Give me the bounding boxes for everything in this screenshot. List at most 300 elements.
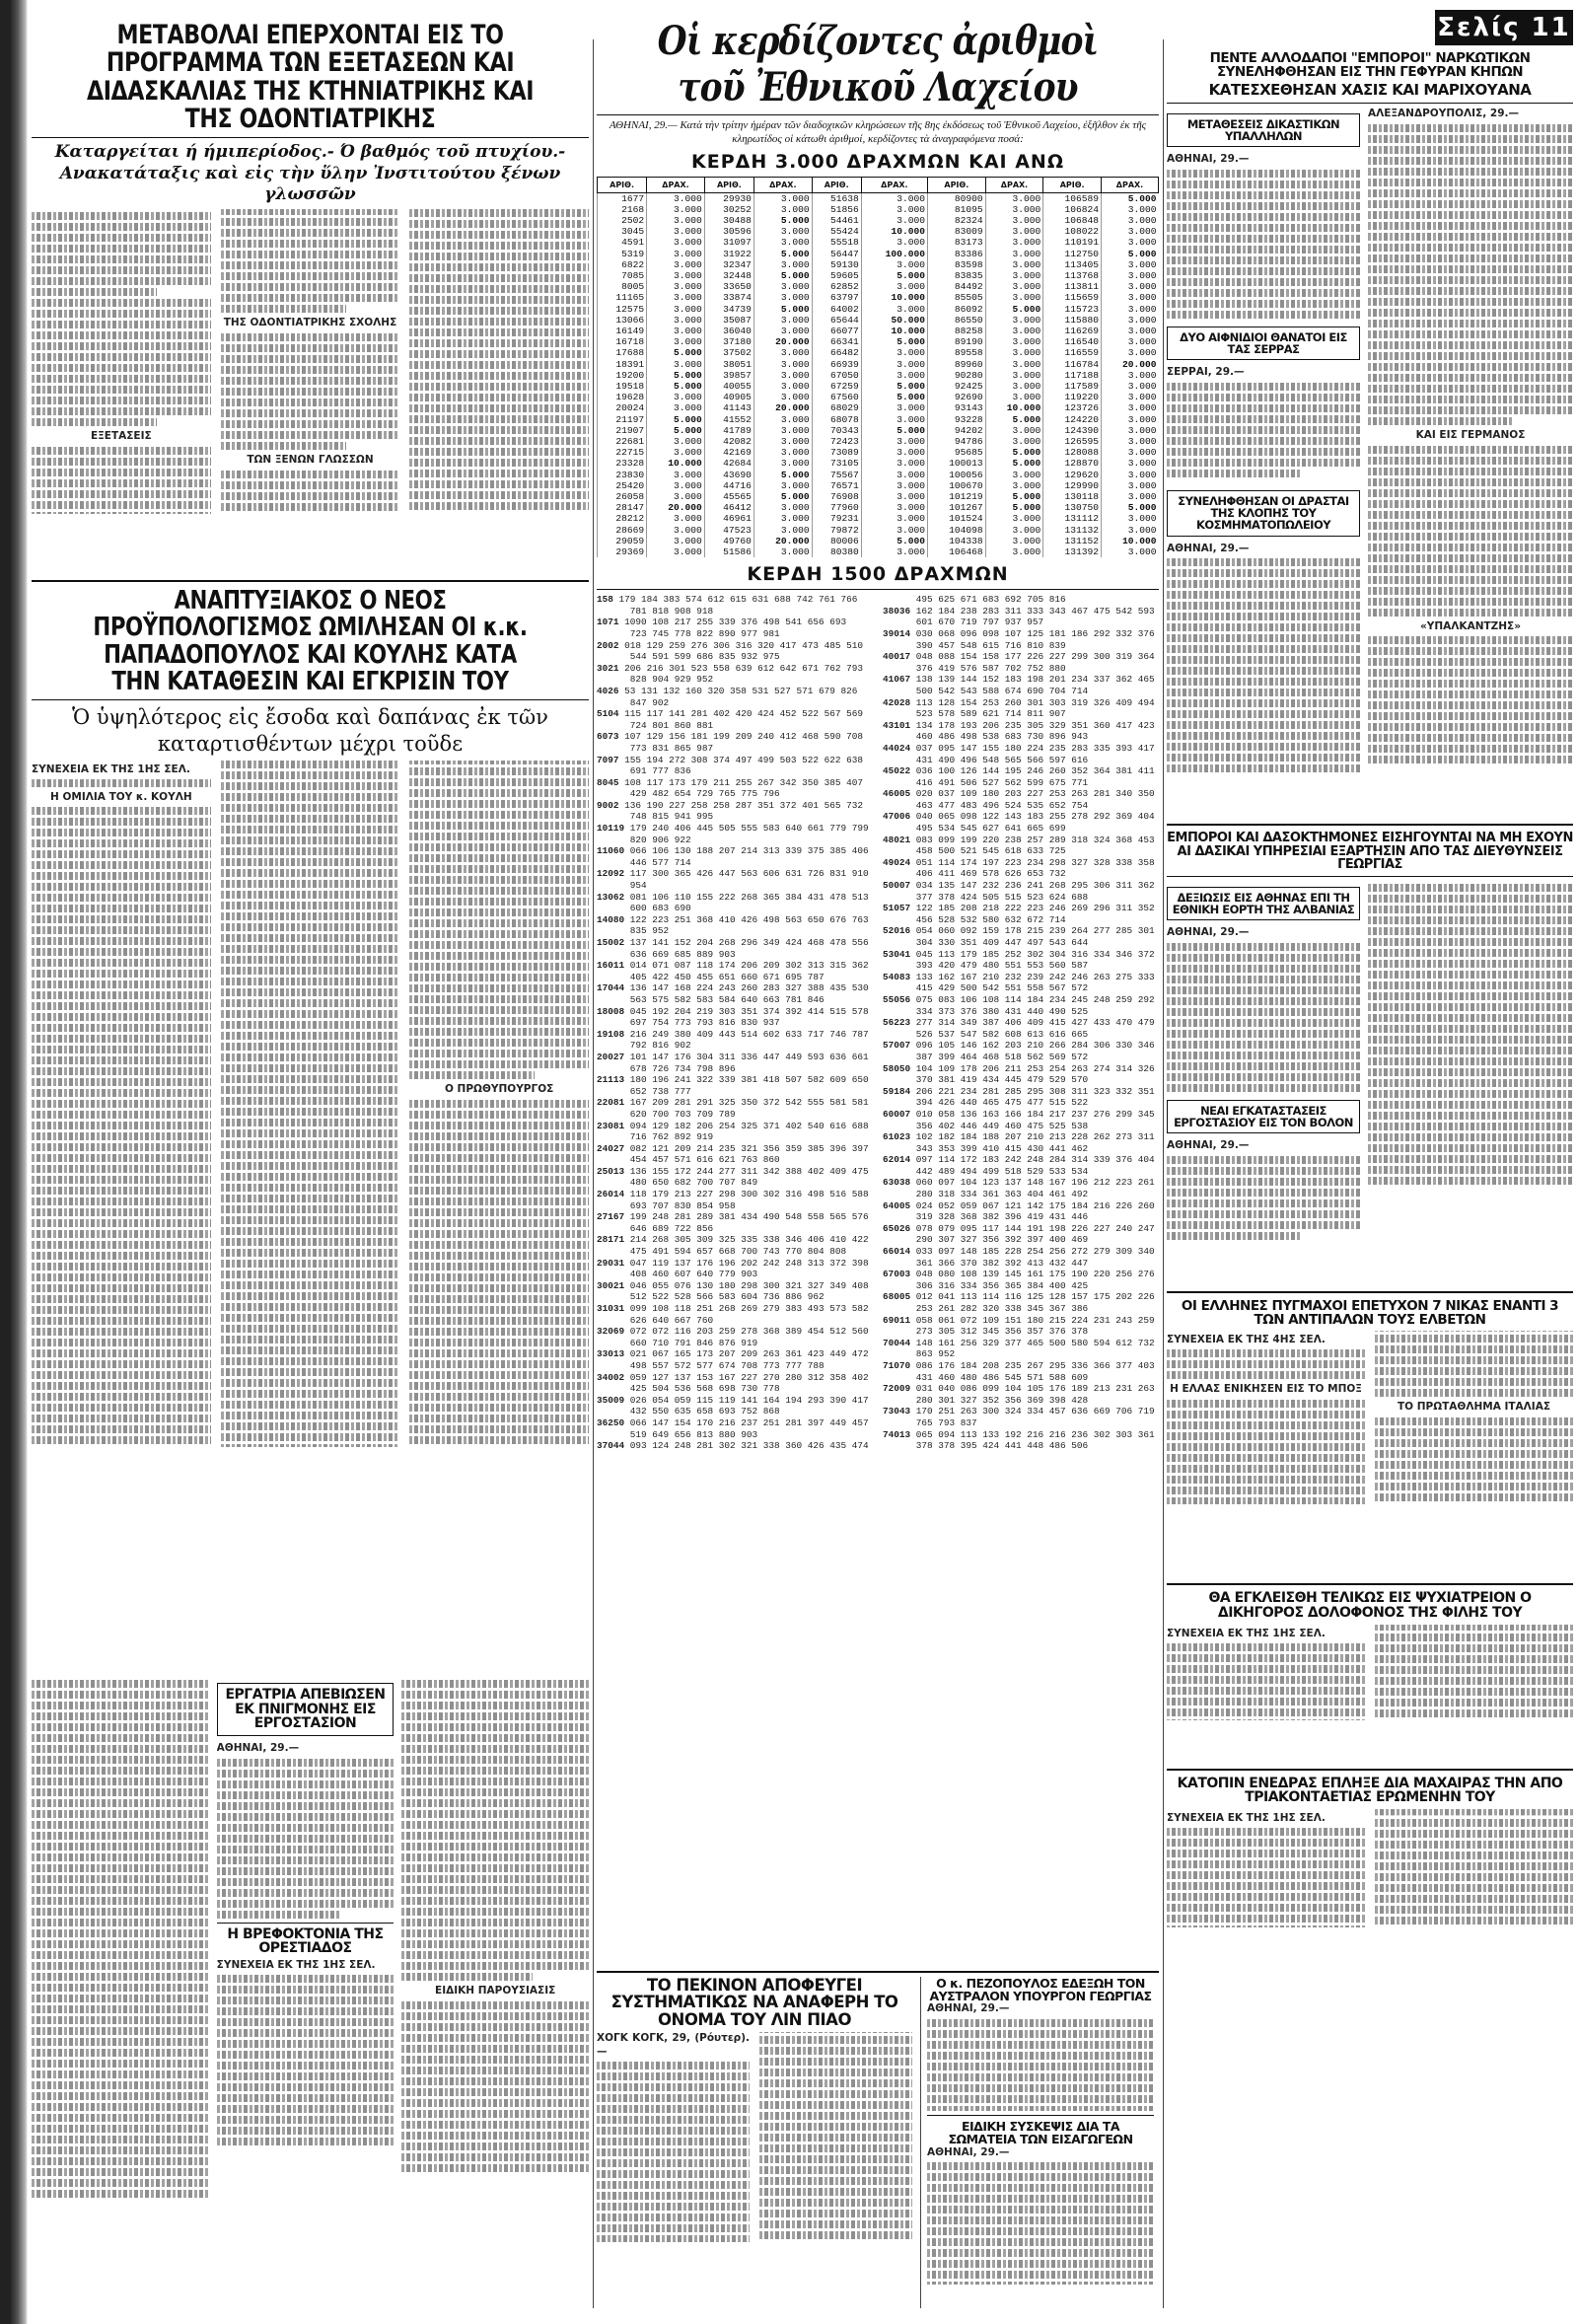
ticket-endings: 280 301 327 352 356 369 398 428 [910,1394,1089,1406]
list-item [883,1395,1159,1407]
ticket-number-cell: 51638 [812,192,861,204]
ticket-series-number: 24027 [597,1142,625,1154]
ticket-number-cell: 2168 [598,204,647,215]
prize-amount-cell: 3.000 [985,215,1043,226]
ticket-series-number: 46005 [883,788,911,800]
article-subhead: ΕΙΔΙΚΗ ΠΑΡΟΥΣΙΑΣΙΣ [435,1985,556,1997]
prize-amount-cell: 3.000 [647,249,705,259]
ticket-endings: 460 486 498 538 683 730 896 943 [910,731,1089,743]
ticket-number-cell: 33874 [704,292,753,303]
ticket-series-number: 62014 [883,1154,911,1166]
list-item [597,606,873,617]
ticket-series-number: 63038 [883,1177,911,1189]
list-item [883,617,1159,628]
prize-amount-cell: 3.000 [861,525,927,536]
ticket-endings: 563 575 582 583 584 640 663 781 846 [624,993,825,1005]
ticket-endings: 600 683 690 [624,903,691,914]
ticket-series-number [883,1326,910,1337]
prize-amount-cell: 100.000 [861,249,927,259]
ticket-number-cell: 12575 [598,304,647,315]
list-item [883,731,1159,743]
ticket-series-number [597,1154,624,1165]
list-item [883,1040,1159,1052]
ticket-number-cell: 5319 [598,249,647,259]
list-item [597,640,873,652]
ticket-endings: 097 114 172 183 242 248 284 314 339 376 404 [910,1154,1155,1166]
ticket-endings: 828 904 929 952 [624,674,714,686]
ticket-endings: 081 106 110 155 222 268 365 384 431 478 513 [624,891,869,903]
prize-amount-cell: 3.000 [861,402,927,413]
article-boxing [1167,1299,1573,1577]
list-item [883,1280,1159,1292]
ticket-series-number: 4026 [597,685,619,696]
ticket-series-number [597,628,624,639]
ticket-endings: 53 131 132 160 320 358 531 527 571 679 826 [618,685,858,696]
ticket-number-cell: 119220 [1043,392,1102,402]
article-headline: ΑΝΑΠΤΥΞΙΑΚΟΣ Ο ΝΕΟΣ ΠΡΟΫΠΟΛΟΓΙΣΜΟΣ ΩΜΙΛΗΣΑΝ ΟΙ κ.κ. ΠΑΠΑΔΟΠΟΥΛΟΣ ΚΑΙ ΚΟΥΛΗΣ ΚΑΤΑ ΤΗΝ ΚΑΤΑΘΕΣΙΝ ΚΑΙ ΕΓΚΡΙΣΙΝ ΤΟΥ [93,586,528,697]
ticket-endings: 010 058 136 163 166 184 217 237 276 299 345 [910,1108,1155,1120]
prize-amount-cell: 5.000 [753,270,812,281]
list-item [597,845,873,857]
ticket-series-number [597,857,624,868]
ticket-endings: 456 528 532 580 632 672 714 [910,913,1066,925]
ticket-series-number: 40017 [883,651,911,663]
ticket-number-cell: 17688 [598,347,647,358]
ticket-endings: 122 185 208 218 222 223 246 269 296 311 352 [910,903,1155,914]
continued-line: ΣΥΝΕΧΕΙΑ ΕΚ ΤΗΣ 4ΗΣ ΣΕΛ. [1167,1334,1326,1346]
list-item [597,1211,873,1223]
prize-amount-cell: 3.000 [1102,326,1159,336]
ticket-series-number: 37044 [597,1440,625,1452]
ticket-series-number: 14080 [597,913,625,925]
ticket-series-number [597,1063,624,1074]
ticket-series-number [883,1303,910,1314]
table-row [598,381,1159,392]
list-item [883,1291,1159,1303]
ticket-number-cell: 32448 [704,270,753,281]
table-row [598,359,1159,370]
list-item [883,1074,1159,1086]
list-item [597,686,873,697]
ticket-number-cell: 131112 [1043,513,1102,524]
list-item [883,1097,1159,1109]
ticket-number-cell: 129620 [1043,470,1102,480]
ticket-endings: 523 578 589 621 714 811 907 [910,708,1066,720]
ticket-number-cell: 42684 [704,458,753,469]
ticket-number-cell: 72423 [812,436,861,447]
list-item [883,937,1159,949]
article-albania-reception [1167,887,1360,920]
prize-amount-cell: 3.000 [861,546,927,557]
ticket-endings: 083 099 199 220 238 257 289 318 324 368 453 [910,834,1155,845]
prize-table-header: ΑΡΙΘ. [704,177,753,192]
prize-list-1500 [597,594,1159,1452]
ticket-series-number [597,1291,624,1302]
ticket-endings: 059 127 137 153 167 227 270 280 312 358 402 [624,1371,869,1383]
prize-amount-cell: 3.000 [647,192,705,204]
ticket-endings: 054 060 092 159 178 215 239 264 277 285 301 [910,925,1155,937]
prize-amount-cell: 5.000 [647,347,705,358]
ticket-number-cell: 31097 [704,237,753,248]
list-item [883,800,1159,812]
ticket-number-cell: 113811 [1043,281,1102,292]
list-item [597,1372,873,1384]
ticket-series-number: 61023 [883,1131,911,1143]
prize-amount-cell: 3.000 [861,414,927,425]
ticket-endings: 034 135 147 232 236 241 268 295 306 311 362 [910,880,1155,892]
ticket-series-number: 36250 [597,1416,625,1428]
prize-amount-cell: 3.000 [753,447,812,458]
ticket-number-cell: 25420 [598,480,647,491]
ticket-endings: 045 192 204 219 303 351 374 392 414 515 578 [624,1005,869,1017]
ticket-number-cell: 86092 [927,304,985,315]
article-subhead: Ο ΠΡΩΘΥΠΟΥΡΓΟΣ [444,1083,554,1096]
prize-amount-cell: 3.000 [1102,525,1159,536]
ticket-endings: 099 108 118 251 268 269 279 383 493 573 582 [624,1303,869,1315]
ticket-series-number [883,1211,910,1222]
prize-amount-cell: 3.000 [985,204,1043,215]
ticket-number-cell: 123726 [1043,402,1102,413]
list-item [883,925,1159,937]
list-item [597,1154,873,1166]
ticket-number-cell: 116269 [1043,326,1102,336]
article-headline: ΚΑΤΟΠΙΝ ΕΝΕΔΡΑΣ ΕΠΛΗΞΕ ΔΙΑ ΜΑΧΑΙΡΑΣ ΤΗΝ ΑΠΟ ΤΡΙΑΚΟΝΤΑΕΤΙΑΣ ΕΡΩΜΕΝΗΝ ΤΟΥ [1177,1775,1563,1806]
list-item [883,743,1159,755]
ticket-endings: 122 223 251 368 410 426 498 563 650 676 763 [624,913,869,925]
prize-amount-cell: 3.000 [647,480,705,491]
list-item [597,1143,873,1155]
prize-amount-cell: 3.000 [647,259,705,270]
dateline: ΑΘΗΝΑΙ, 29.— [1167,1139,1250,1152]
list-item [883,892,1159,904]
ticket-series-number: 33013 [597,1348,625,1360]
ticket-series-number [597,1017,624,1028]
ticket-number-cell: 117188 [1043,370,1102,381]
list-item [883,640,1159,652]
list-item [597,1315,873,1327]
prize-amount-cell: 3.000 [1102,292,1159,303]
prize-amount-cell: 10.000 [861,226,927,237]
ticket-endings: 847 902 [624,696,670,708]
ticket-series-number [597,903,624,913]
list-item [597,617,873,628]
ticket-number-cell: 115880 [1043,315,1102,326]
ticket-series-number [597,949,624,960]
article-headline: ΜΕΤΑΘΕΣΕΙΣ ΔΙΚΑΣΤΙΚΩΝ ΥΠΑΛΛΗΛΩΝ [1186,117,1340,144]
list-item [883,1166,1159,1178]
list-item [597,811,873,823]
ticket-series-number [883,1395,910,1406]
ticket-number-cell: 104338 [927,536,985,546]
ticket-endings: 078 079 095 117 144 191 198 226 227 240 247 [910,1222,1155,1234]
prize-amount-cell: 3.000 [985,270,1043,281]
list-item [597,1429,873,1441]
ticket-endings: 066 106 130 188 207 214 313 339 375 385 406 [624,845,869,857]
article-subhead: «ΥΠΑΛΚΑΝΤΖΗΣ» [1420,619,1521,632]
table-row [598,215,1159,226]
prize-amount-cell: 3.000 [985,347,1043,358]
prize-amount-cell: 3.000 [1102,392,1159,402]
list-item [597,1109,873,1121]
prize-amount-cell: 3.000 [753,458,812,469]
list-item [883,697,1159,709]
ticket-number-cell: 30596 [704,226,753,237]
article-forest-services [1167,832,1573,872]
ticket-endings: 136 147 168 224 243 260 283 327 388 435 530 [624,982,869,994]
ticket-number-cell: 116784 [1043,359,1102,370]
list-item [597,1177,873,1189]
ticket-number-cell: 1677 [598,192,647,204]
ticket-endings: 432 550 635 658 693 752 868 [624,1406,780,1417]
prize-amount-cell: 3.000 [647,392,705,402]
dateline: ΧΟΓΚ ΚΟΓΚ, 29, (Ρόυτερ).— [597,2031,750,2058]
continued-body-left [32,1677,209,2318]
prize-amount-cell: 3.000 [861,359,927,370]
ticket-series-number: 38036 [883,605,911,617]
continued-body-right [401,1677,589,2318]
ticket-series-number [597,720,624,731]
ticket-series-number: 9002 [597,799,619,811]
ticket-series-number [883,594,910,605]
ticket-series-number: 66014 [883,1246,911,1258]
ticket-series-number [883,1166,910,1177]
ticket-endings: 652 738 777 [624,1085,691,1097]
ticket-endings: 199 248 281 289 381 434 490 548 558 565 576 [624,1211,869,1223]
list-item [883,663,1159,675]
ticket-number-cell: 32347 [704,259,753,270]
list-item [883,1246,1159,1258]
ticket-number-cell: 117589 [1043,381,1102,392]
ticket-series-number: 48021 [883,834,911,845]
ticket-series-number: 60007 [883,1108,911,1120]
ticket-series-number [883,1440,910,1451]
table-row [598,536,1159,546]
ticket-endings: 102 182 184 188 207 210 213 228 262 273 311 [910,1131,1155,1143]
ticket-series-number: 23081 [597,1120,625,1131]
list-item [883,1417,1159,1429]
list-item [883,1326,1159,1338]
list-item [597,1291,873,1303]
ticket-endings: 108 117 173 179 211 255 267 342 350 385 407 [618,776,864,788]
prize-amount-cell: 3.000 [647,270,705,281]
ticket-endings: 387 399 464 468 518 562 569 572 [910,1051,1089,1062]
ticket-endings: 148 161 256 329 377 465 500 580 594 612 732 [910,1337,1155,1348]
article-subhead: ΤΩΝ ΞΕΝΩΝ ΓΛΩΣΣΩΝ [247,454,374,467]
ticket-endings: 646 689 722 856 [624,1222,714,1234]
ticket-number-cell: 43690 [704,470,753,480]
table-row [598,470,1159,480]
article-worker-death [217,1683,394,1736]
list-item [597,1052,873,1063]
list-item [597,960,873,972]
ticket-number-cell: 70343 [812,425,861,436]
ticket-endings: 376 419 576 587 702 752 880 [910,662,1066,674]
ticket-series-number [597,1383,624,1394]
ticket-endings: 394 426 440 465 475 477 515 522 [910,1097,1089,1109]
prize-amount-cell: 5.000 [647,414,705,425]
list-item [597,1417,873,1429]
ticket-series-number [883,1372,910,1383]
ticket-endings: 678 726 734 798 896 [624,1062,736,1074]
prize-amount-cell: 3.000 [647,304,705,315]
prize-amount-cell: 3.000 [1102,204,1159,215]
ticket-endings: 377 378 424 505 515 523 624 688 [910,891,1089,903]
prize-amount-cell: 3.000 [1102,546,1159,557]
list-item [883,651,1159,663]
prize-amount-cell: 50.000 [861,315,927,326]
ticket-endings: 273 305 312 345 356 357 376 378 [910,1326,1089,1338]
ticket-series-number: 64005 [883,1199,911,1211]
list-item [883,777,1159,789]
ticket-endings: 136 190 227 258 258 287 351 372 401 565 732 [618,799,864,811]
ticket-series-number: 7097 [597,754,619,765]
ticket-number-cell: 67560 [812,392,861,402]
ticket-number-cell: 81095 [927,204,985,215]
ticket-number-cell: 7085 [598,270,647,281]
prize-amount-cell: 3.000 [647,292,705,303]
ticket-endings: 370 381 419 434 445 479 529 570 [910,1074,1089,1086]
ticket-number-cell: 62852 [812,281,861,292]
prize-amount-cell: 3.000 [985,192,1043,204]
list-item [597,949,873,961]
prize-amount-cell: 3.000 [647,281,705,292]
table-row [598,436,1159,447]
ticket-series-number [597,1200,624,1211]
prize-amount-cell: 5.000 [647,381,705,392]
ticket-endings: 415 429 500 542 551 558 567 572 [910,982,1089,994]
ticket-series-number [883,892,910,903]
list-item [883,1211,1159,1223]
ticket-endings: 716 762 892 919 [624,1131,714,1143]
list-item [597,651,873,663]
prize-amount-cell: 3.000 [985,237,1043,248]
prize-amount-cell: 3.000 [1102,226,1159,237]
ticket-series-number: 54083 [883,971,911,982]
ticket-number-cell: 128870 [1043,458,1102,469]
ticket-number-cell: 124220 [1043,414,1102,425]
prize-amount-cell: 3.000 [985,513,1043,524]
article-body [32,209,589,574]
ticket-series-number: 72009 [883,1383,911,1395]
ticket-endings: 118 179 213 227 298 300 302 316 498 516 588 [624,1189,869,1200]
ticket-series-number: 51057 [883,903,911,914]
ticket-series-number [597,1086,624,1097]
prize-amount-cell: 3.000 [753,315,812,326]
ticket-number-cell: 38051 [704,359,753,370]
prize-amount-cell: 3.000 [753,359,812,370]
ticket-number-cell: 44716 [704,480,753,491]
prize-table-title: ΚΕΡΔΗ 3.000 ΔΡΑΧΜΩΝ ΚΑΙ ΑΝΩ [691,150,1064,173]
ticket-number-cell: 95685 [927,447,985,458]
ticket-series-number: 42028 [883,696,911,708]
dateline: ΣΕΡΡΑΙ, 29.— [1167,366,1245,379]
article-pezopoulos [927,1977,1154,2111]
ticket-series-number: 35009 [597,1394,625,1406]
ticket-endings: 954 [624,880,647,892]
ticket-number-cell: 83386 [927,249,985,259]
ticket-number-cell: 23328 [598,458,647,469]
ticket-endings: 773 831 865 987 [624,742,714,754]
ticket-series-number [883,1234,910,1245]
prize-amount-cell: 3.000 [861,436,927,447]
ticket-endings: 280 318 334 361 363 404 461 492 [910,1189,1089,1200]
table-row [598,326,1159,336]
ticket-series-number: 29031 [597,1257,625,1269]
article-headline: ΕΙΔΙΚΗ ΣΥΣΚΕΨΙΣ ΔΙΑ ΤΑ ΣΩΜΑΤΕΙΑ ΤΩΝ ΕΙΣΑΓΩΓΕΩΝ [948,2119,1133,2147]
prize-amount-cell: 3.000 [1102,402,1159,413]
prize-amount-cell: 5.000 [647,425,705,436]
ticket-endings: 601 670 719 797 937 957 [910,617,1044,628]
ticket-number-cell: 37502 [704,347,753,358]
prize-amount-cell: 3.000 [985,336,1043,347]
list-item [597,857,873,869]
prize-amount-cell: 5.000 [985,502,1043,513]
ticket-number-cell: 35087 [704,315,753,326]
ticket-endings: 620 700 703 709 789 [624,1108,736,1120]
list-item [597,1269,873,1280]
prize-amount-cell: 3.000 [753,204,812,215]
ticket-series-number: 32069 [597,1326,625,1338]
ticket-number-cell: 92690 [927,392,985,402]
prize-amount-cell: 3.000 [985,370,1043,381]
list-item [597,880,873,892]
ticket-number-cell: 29059 [598,536,647,546]
prize-amount-cell: 3.000 [861,192,927,204]
ticket-number-cell: 26058 [598,491,647,502]
ticket-series-number [597,1269,624,1279]
list-item [883,835,1159,846]
prize-amount-cell: 3.000 [985,392,1043,402]
prize-amount-cell: 3.000 [861,259,927,270]
ticket-series-number [597,1109,624,1120]
prize-table-3000 [597,177,1159,558]
ticket-number-cell: 16718 [598,336,647,347]
ticket-endings: 020 037 109 180 203 227 253 263 281 340 350 [910,788,1155,800]
prize-amount-cell: 3.000 [753,525,812,536]
table-row [598,491,1159,502]
ticket-number-cell: 66077 [812,326,861,336]
ticket-endings: 093 124 248 281 302 321 338 360 426 435 474 [624,1440,869,1452]
table-row [598,347,1159,358]
list-item [597,903,873,914]
ticket-number-cell: 88258 [927,326,985,336]
prize-amount-cell: 3.000 [861,502,927,513]
prize-amount-cell: 3.000 [861,304,927,315]
ticket-endings: 724 801 860 881 [624,719,714,731]
table-row [598,502,1159,513]
table-row [598,281,1159,292]
list-item [883,1429,1159,1441]
list-item [597,594,873,606]
ticket-series-number: 31031 [597,1303,625,1315]
list-item [883,628,1159,640]
prize-amount-cell: 20.000 [753,536,812,546]
lottery-title: Οἱ κερδίζοντες ἀριθμοὶ τοῦ Ἐθνικοῦ Λαχείου [657,18,1099,110]
table-row [598,546,1159,557]
prize-amount-cell: 3.000 [753,480,812,491]
ticket-number-cell: 6822 [598,259,647,270]
ticket-number-cell: 55424 [812,226,861,237]
ticket-endings: 065 094 113 133 192 216 216 236 302 303 361 [910,1428,1155,1440]
right-inner-right [1368,108,1573,818]
ticket-endings: 393 420 479 480 551 553 560 587 [910,960,1089,972]
list-item [597,1338,873,1349]
prize-table-header: ΔΡΑΧ. [647,177,705,192]
ticket-endings: 180 196 241 322 339 381 418 507 582 609 650 [624,1074,869,1086]
list-item [883,606,1159,617]
ticket-endings: 334 373 376 380 431 440 490 525 [910,1005,1089,1017]
ticket-endings: 040 065 098 122 143 183 255 278 292 369 404 [910,811,1155,823]
